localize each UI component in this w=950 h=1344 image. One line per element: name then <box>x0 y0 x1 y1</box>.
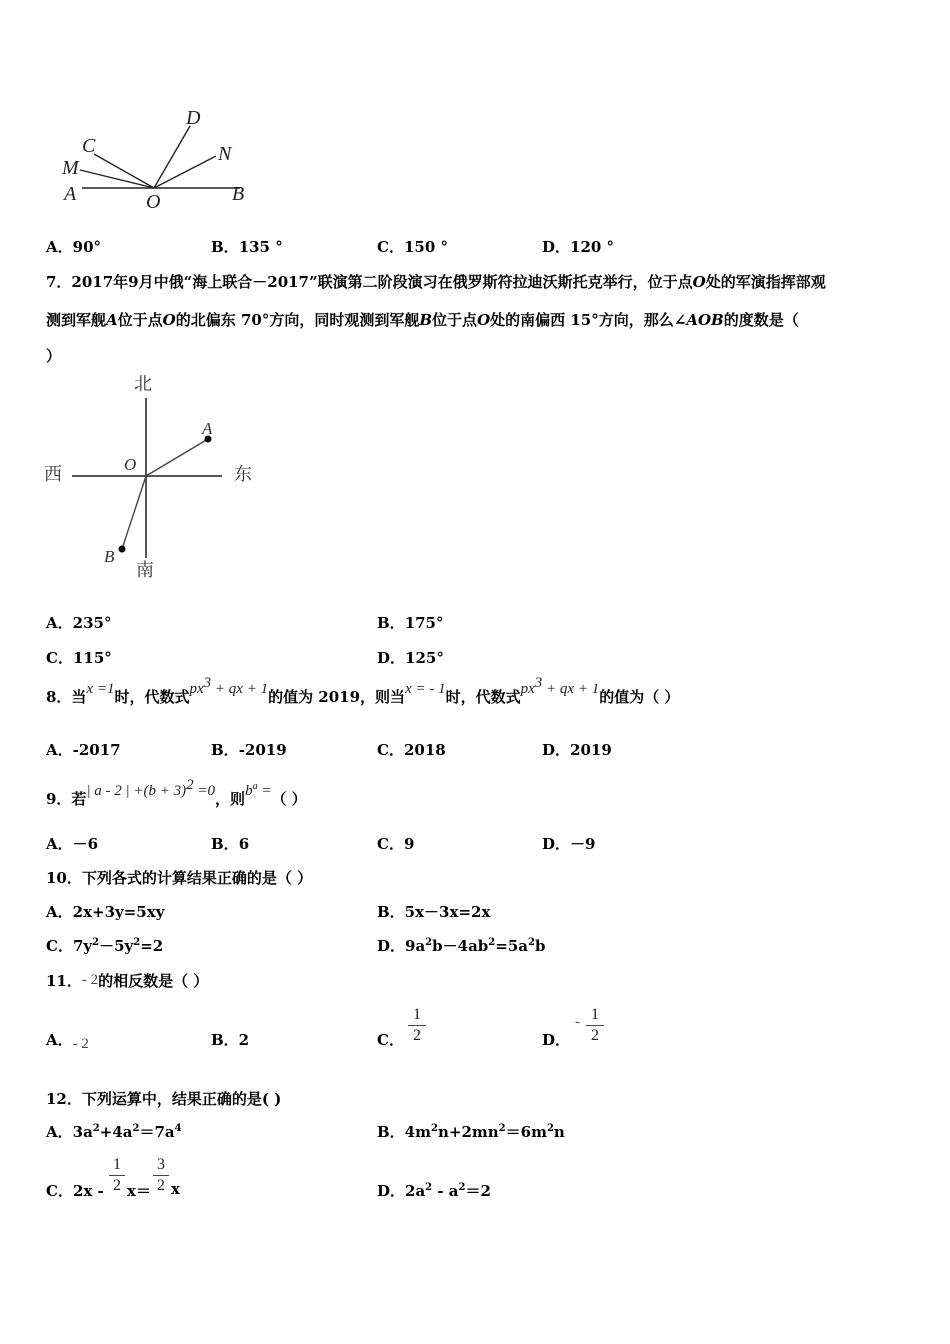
label-O: O <box>146 191 161 213</box>
q12-option-c-mid: x＝ <box>127 1182 151 1200</box>
q11-option-a[interactable]: A．- 2 <box>46 1031 89 1052</box>
q7-stem-line3: ） <box>46 347 62 365</box>
q12-option-d[interactable]: D．$2a^2 - a^2=2$ <box>377 1182 491 1200</box>
q12-option-c[interactable]: C．2x - <box>46 1182 104 1200</box>
q8-stem: 8．当x =1时，代数式$px^3$ + qx + 1的值为 2019，则当x = - 1时，代数式$px^3$ + qx + 1的值为（ ） <box>46 675 680 706</box>
q7-option-c[interactable]: C．115° <box>46 649 112 667</box>
q11-option-d[interactable]: D． <box>542 1031 571 1049</box>
q8-option-b[interactable]: B．-2019 <box>211 741 287 759</box>
q9-option-c[interactable]: C．9 <box>377 835 415 853</box>
q10-option-d[interactable]: D．$9a^2b-4ab^2=5a^2b$ <box>377 937 546 955</box>
label-C: C <box>82 135 96 157</box>
q8-option-a[interactable]: A．-2017 <box>46 741 121 759</box>
q6-option-a[interactable]: A．90° <box>46 238 102 256</box>
q6-option-c[interactable]: C．150 ° <box>377 238 448 256</box>
q7-option-d[interactable]: D．125° <box>377 649 444 667</box>
q11-option-b[interactable]: B．2 <box>211 1031 250 1049</box>
compass-west: 西 <box>44 464 62 484</box>
label-M: M <box>62 157 79 179</box>
q12-stem: 12．下列运算中，结果正确的是( ) <box>46 1090 282 1108</box>
compass-figure <box>40 370 270 585</box>
q6-option-d[interactable]: D．120 ° <box>542 238 615 256</box>
q12-option-c-end: x <box>171 1180 180 1198</box>
q8-option-d[interactable]: D．2019 <box>542 741 612 759</box>
q12-option-c-fraction-2: 3 2 <box>153 1155 169 1196</box>
label-N: N <box>218 143 232 165</box>
compass-north: 北 <box>134 374 152 394</box>
q12-option-c-fraction-1: 1 2 <box>109 1155 125 1196</box>
q7-stem-line2: 测到军舰A位于点O的北偏东 70°方向，同时观测到军舰B位于点O处的南偏西 15°方向，那么∠AOB的度数是（ <box>46 311 799 329</box>
compass-south: 南 <box>136 560 154 580</box>
compass-east: 东 <box>234 464 252 484</box>
q6-option-b[interactable]: B．135 ° <box>211 238 283 256</box>
compass-label-b: B <box>104 547 115 566</box>
label-D: D <box>186 107 201 129</box>
q10-option-a[interactable]: A．2x+3y=5xy <box>46 903 165 921</box>
q7-option-b[interactable]: B．175° <box>377 614 444 632</box>
q10-option-c[interactable]: C．$7y^2-5y^2=2$ <box>46 937 164 955</box>
q11-option-c[interactable]: C． <box>377 1031 404 1049</box>
q11-option-c-fraction: 1 2 <box>408 1005 426 1046</box>
label-A: A <box>64 183 77 205</box>
q12-option-a[interactable]: A．$3a^2+4a^2=7a^4$ <box>46 1123 182 1141</box>
label-B: B <box>232 183 245 205</box>
q12-option-b[interactable]: B．$4m^2n+2mn^2=6m^2n$ <box>377 1123 565 1141</box>
q9-option-b[interactable]: B．6 <box>211 835 250 853</box>
q8-option-c[interactable]: C．2018 <box>377 741 446 759</box>
compass-label-o: O <box>124 455 137 474</box>
q9-stem: 9．若| a - 2 | $+(b + 3)^2 =0$，则$b^a$ =（ ） <box>46 777 307 808</box>
q9-option-a[interactable]: A．－6 <box>46 835 99 853</box>
q11-option-d-fraction: 1 2 <box>586 1005 604 1046</box>
q10-stem: 10．下列各式的计算结果正确的是（ ） <box>46 869 313 887</box>
q7-option-a[interactable]: A．235° <box>46 614 112 632</box>
q7-stem-line1: 7．2017年9月中俄“海上联合－2017”联演第二阶段演习在俄罗斯符拉迪沃斯托克举行，位于点O处的军演指挥部观 <box>46 273 826 291</box>
q11-stem: 11．- 2的相反数是（ ） <box>46 972 209 990</box>
angle-figure <box>50 100 270 220</box>
q11-option-d-minus: - <box>575 1014 580 1030</box>
q10-option-b[interactable]: B．5x－3x=2x <box>377 903 491 921</box>
q9-option-d[interactable]: D．－9 <box>542 835 596 853</box>
compass-label-a: A <box>202 419 213 438</box>
